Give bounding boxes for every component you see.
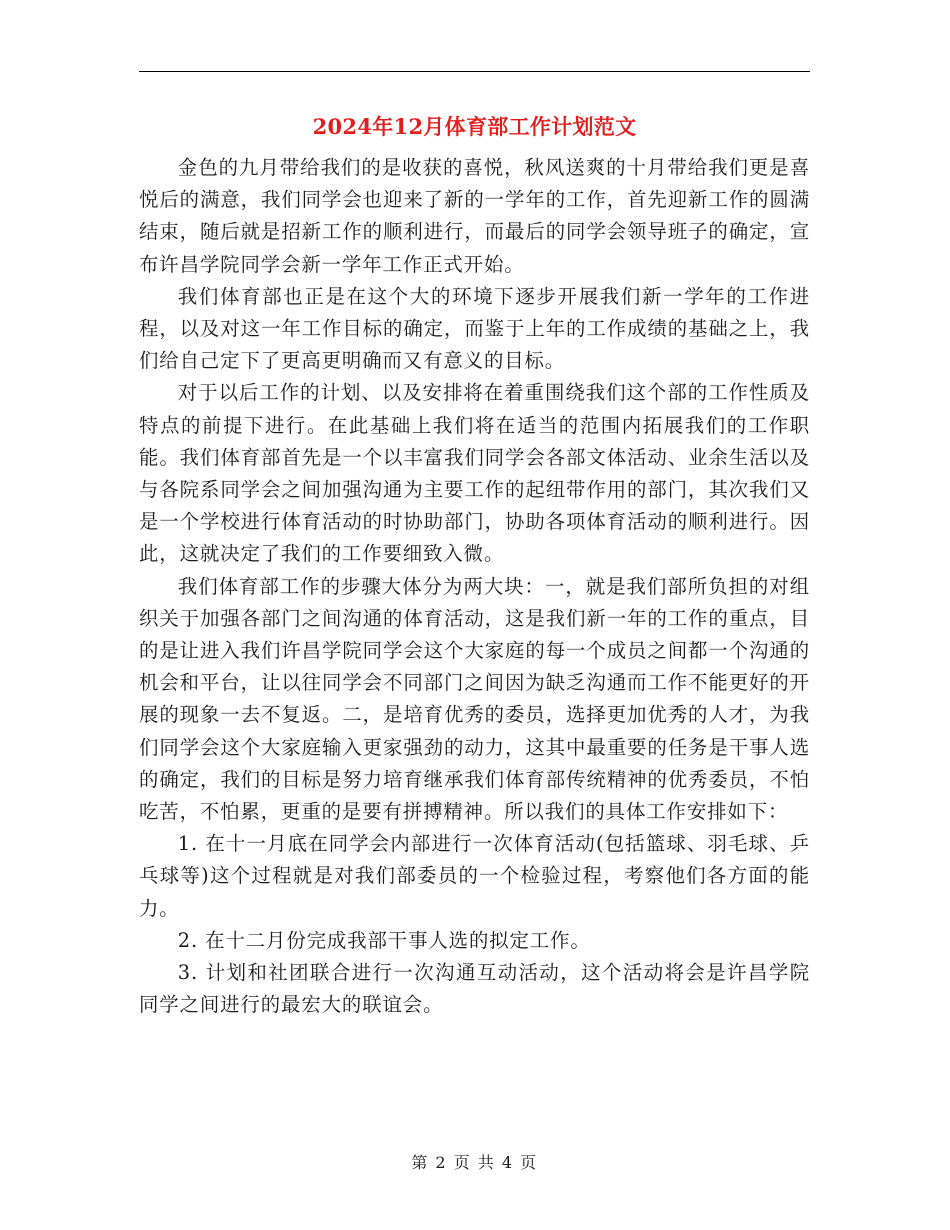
paragraph: 我们体育部也正是在这个大的环境下逐步开展我们新一学年的工作进程，以及对这一年工作目标的确定，而鉴于上年的工作成绩的基础之上，我们给自己定下了更高更明确而又有意义的目标。 [139,284,810,373]
paragraph: 金色的九月带给我们的是收获的喜悦，秋风送爽的十月带给我们更是喜悦后的满意，我们同学会也迎来了新的一学年的工作，首先迎新工作的圆满结束，随后就是招新工作的顺利进行，而最后的同学会领导班子的确定，宣布许昌学院同学会新一学年工作正式开始。 [139,156,810,276]
document-title: 2024年12月体育部工作计划范文 [312,114,637,139]
page-number-footer: 第 2 页 共 4 页 [411,1153,538,1172]
document-body [139,152,810,1021]
list-item: 2. 在十二月份完成我部干事人选的拟定工作。 [177,928,591,952]
paragraph: 对于以后工作的计划、以及安排将在着重围绕我们这个部的工作性质及特点的前提下进行。在此基础上我们将在适当的范围内拓展我们的工作职能。我们体育部首先是一个以丰富我们同学会各部文体活动、业余生活以及与各院系同学会之间加强沟通为主要工作的起纽带作用的部门，其次我们又是一个学校进行体育活动的时协助部门，协助各项体育活动的顺利进行。因此，这就决定了我们的工作要细致入微。 [139,381,810,566]
list-item: 3. 计划和社团联合进行一次沟通互动活动，这个活动将会是许昌学院同学之间进行的最宏大的联谊会。 [139,961,810,1017]
list-item: 1. 在十一月底在同学会内部进行一次体育活动(包括篮球、羽毛球、乒乓球等)这个过程就是对我们部委员的一个检验过程，考察他们各方面的能力。 [139,832,810,920]
header-rule [139,71,810,72]
paragraph: 我们体育部工作的步骤大体分为两大块：一，就是我们部所负担的对组织关于加强各部门之间沟通的体育活动，这是我们新一年的工作的重点，目的是让进入我们许昌学院同学会这个大家庭的每一个成员之间都一个沟通的机会和平台，让以往同学会不同部门之间因为缺乏沟通而工作不能更好的开展的现象一去不复返。二，是培育优秀的委员，选择更加优秀的人才，为我们同学会这个大家庭输入更家强劲的动力，这其中最重要的任务是干事人选的确定，我们的目标是努力培育继承我们体育部传统精神的优秀委员，不怕吃苦，不怕累，更重的是要有拼搏精神。所以我们的具体工作安排如下： [139,574,810,824]
